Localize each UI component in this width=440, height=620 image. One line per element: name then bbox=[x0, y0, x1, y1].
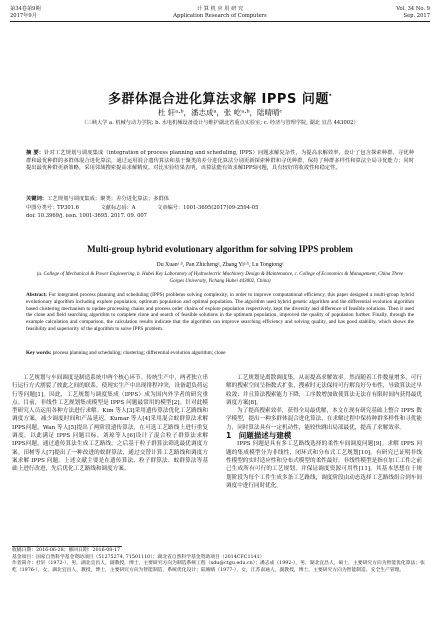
abstract-cn-text: 针对工艺规划与调度集成（integration of process planning and scheduling, IPPS）问题求解复杂性，为提高求解效率，设计了包含探索种群、寻优种群和最优种群的多群体混合进化算法，通过运用混合遗传算法和基于聚类的差分进化算法分别更新探索种群和寻优种群，保持了种群多样性和算法全局寻优能力；同时提出最优种群更新策略，采用邻域搜索提高求解精度。对比实验结果表明，该算法能有效求解IPPS问题，具有较好的收敛性和稳定性。 bbox=[26, 150, 414, 172]
keywords-cn bbox=[26, 196, 414, 203]
footnote bbox=[12, 548, 428, 574]
authors-en: Du Xuanᵃ·ᵇ, Pan Zhichengᵃ, Zhang Yiᵃ·ᵇ, Lu Tongtongᶜ bbox=[156, 262, 284, 268]
keywords-en bbox=[26, 350, 414, 357]
keywords-en-label: Key words: bbox=[26, 350, 52, 356]
paragraph: 工艺规划是离散调度集，从而提高求解效率。然而随着工件数量增多，可行解的搜索空间呈指数式扩张，搜索时无法保持可行解良好分布性，导致算法过早收敛；并且算法搜索能力下降，工序数增加致使算法无法在有限时间内获得最优调度方案[8]。 bbox=[226, 375, 422, 406]
section-heading: 1 问题描述与建模 bbox=[226, 431, 292, 441]
body-column-left bbox=[12, 374, 208, 474]
abstract-cn-label: 摘 要： bbox=[26, 150, 45, 156]
header-right bbox=[396, 6, 430, 19]
page-title-en: Multi-group hybrid evolutionary algorithm for solving IPPS problem bbox=[87, 244, 353, 254]
abstract-en bbox=[26, 292, 414, 333]
doi-row: doi: 10.3969/j. issn. 1001-3695. 2017. 09. 007 bbox=[26, 213, 147, 219]
clc-number: 中图分类号：TP301.6 bbox=[26, 205, 79, 211]
footnote-fund: 基金项目：国家自然科学基金资助项目（51275274, 71501110）；湖北省自然科学基金资助项目（2014CFC1141） bbox=[12, 554, 265, 560]
header-center bbox=[10, 6, 430, 19]
paragraph: IPPS 问题是具有多工艺路线选择的柔性车间调度问题[9]。求解 IPPS 问题的集成模型分为非线性、闭环式和分布式工艺规划[10]。有研究已证明非线性模型的实时适应性和分布式模型的柔性最好。非线性模型是指在加工工件之前已生成所有可行的工艺规划，并保证调度资源可用性[11]。其基本思想在于规划阶段为每个工件生成多条工艺路线，调度阶段由动态选择工艺路线组合到车间调度中进行同时优化。 bbox=[226, 441, 422, 489]
article-number: 文章编号：1001-3695(2017)09-2594-05 bbox=[157, 205, 259, 211]
keywords-cn-label: 关键词： bbox=[26, 196, 48, 202]
abstract-en-label: Abstract: bbox=[26, 292, 48, 298]
affiliation-cn: （三峡大学 a. 机械与动力学院; b. 水电机械设备设计与维护湖北省重点实验室; c. 经济与管理学院, 湖北 宜昌 443002） bbox=[81, 120, 359, 126]
date-cn: 2017年9月 bbox=[10, 12, 37, 19]
header-rule bbox=[10, 21, 430, 22]
document-code: 文献标志码：A bbox=[100, 205, 136, 211]
keywords-en-text: process planning and scheduling; clustering; differential evolution algorithm; clone bbox=[52, 350, 226, 356]
journal-name-en: Application Research of Computers bbox=[173, 12, 267, 19]
volume-en: Vol. 34 No. 9 bbox=[396, 6, 430, 12]
date-en: Sep. 2017 bbox=[403, 12, 430, 19]
page-title-cn: 多群体混合进化算法求解 IPPS 问题* bbox=[108, 92, 332, 107]
affiliation-en: (a. College of Mechanical & Power Engineering, b. Hubei Key Laboratory of Hydroelectric Machinery Design & Maintenance, c. College of Economics & Management, China Three Gorges University, Yichang Hubei 443002, China) bbox=[36, 272, 404, 284]
footnote-rule bbox=[12, 546, 122, 547]
footnote-received: 收稿日期：2016-06-28；修回日期：2016-08-17 bbox=[12, 548, 121, 553]
paragraph: 工艺规划与车间调度是制造系统中两个核心环节。传统生产中，两者独立串行运行方式割裂了彼此之间的联系，使现实生产中出现排程冲突，设备超负荷运行等问题[1]。因此，工艺规划与调度集成（IPPS）成为国内外学者的研究重点。目前，非线性工艺规划集成模型是 IPPS 问题最常用的模型[2]。针对此模型研究人员运用各种方法进行求解。Kim 等人[3]采用遗传算法优化工艺路线和调度方案，减少调度时间和产品延迟。Kumar 等人[4]采用混合蚁群算法求解IPPS问题，Wan 等人[5]提出了两阶段遗传算法，在可选工艺路线上进行重复调度，以此满足 IPPS 问题目标。刘琼等人[6]设计了混合粒子群算法求解 IPPS问题，通过遗传算法生成工艺路线，之后基于粒子群算法筛选最优调度方案。田树等人[7]提出了一种改进的蚁群算法，通过交替计算工艺路线和调度方案求解 IPPS 问题。上述文献主要是在遗传算法、粒子群算法、蚁群算法等基础上进行改进，先后优化工艺路线和调度方案。 bbox=[12, 375, 208, 473]
classification-row bbox=[26, 205, 414, 212]
paragraph: 为了提高搜索效率，获得全局最优解，本文在现有研究基础上整合 IPPS 数学模型，提出一种多群体混合进化算法，在求解过程中保持种群多样性和寻优能力，同时算法具有一定机动性，能较快跳出局部最优，提高了求解效率。 bbox=[226, 408, 422, 431]
body-column-right bbox=[226, 374, 422, 490]
journal-name-cn: 计 算 机 应 用 研 究 bbox=[196, 6, 244, 12]
keywords-cn-text: 工艺规划与调度集成；聚类；差分进化算法；多群体 bbox=[47, 196, 170, 202]
title-footnote-mark: * bbox=[328, 93, 332, 100]
authors-cn: 杜 轩ᵃ·ᵇ，潘志成ᵃ，张 屹ᵃ·ᵇ，陆晴晴ᶜ bbox=[157, 108, 283, 117]
volume-cn: 第34卷第9期 bbox=[10, 6, 41, 12]
abstract-cn bbox=[26, 150, 414, 173]
abstract-en-text: For integrated process planning and scheduling (IPPS) problems solving complexity, in order to improve computational efficiency, this paper designed a multi-group hybrid evolutionary algorithm including explore population, optimum population and optimal population. The algorithm used hybrid genetic algorithm and the differential evolution algorithm based clustering mechanism to update processing chains and process order chains of explore population respectively, kept the diversity and difference of feasible solutions. Then it used the clone and field searching algorithm to complete clone and search of feasible solutions in the optimum population, improved the quality of population further. Finally, through the example calculation and comparison, the calculation results indicate that the algorithm can improve searching efficiency and solving quality, and has good stability, which shows the feasibility and superiority of the algorithm to solve IPPS problem. bbox=[26, 292, 414, 332]
footnote-bio: 作者简介：杜轩（1972-），男，湖北宜昌人，副教授，博士，主要研究方向为制造系统工程（xdu@ctgu.edu.cn）；潘志成（1992-），男，湖北宜昌人，硕士，主要研究方向为智能优化算法；张屹（1976-），女，湖北宜昌人，教授，博士，主要研究方向为智能制造、系统优化设计；陆晴晴（1977-），女，江苏南通人，副教授，博士，主要研究方向为智能制造、安全生产管理。 bbox=[12, 561, 425, 573]
